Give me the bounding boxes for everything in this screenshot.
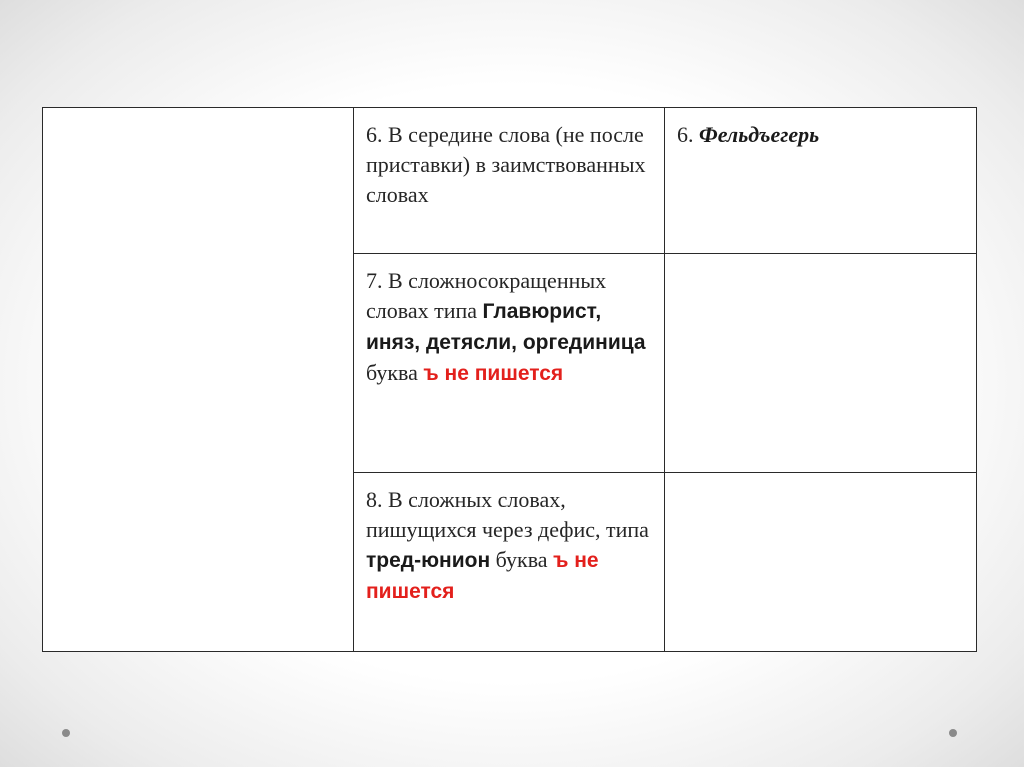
rules-table (42, 107, 977, 652)
example-cell-7 (665, 254, 977, 473)
empty-left-cell (43, 108, 354, 652)
rule-result-8: ъ не пишется (366, 549, 599, 603)
decor-bullet-left (62, 729, 70, 737)
example-cell-6 (665, 108, 977, 254)
decor-bullet-right (949, 729, 957, 737)
table-row (43, 108, 977, 254)
example-word-6: Фельдъегерь (699, 122, 820, 147)
rule-text-7: 7. В сложносокращенных словах типа (366, 268, 607, 323)
rule-cell-6 (354, 108, 665, 254)
rule-result-7: ъ не пишется (423, 362, 564, 385)
rule-middle-8: буква (490, 547, 554, 572)
rule-text-6: 6. В середине слова (не после приставки) в заимствованных словах (366, 122, 646, 207)
rule-examples-8: тред-юнион (366, 549, 491, 572)
rule-cell-8 (354, 473, 665, 652)
rule-examples-7: Главюрист, иняз, детясли, оргединица (366, 300, 646, 354)
example-cell-8 (665, 473, 977, 652)
rule-text-8: 8. В сложных словах, пишущихся через дефис, типа (366, 487, 649, 542)
example-number-6: 6. (677, 122, 699, 147)
rule-middle-7: буква (366, 360, 424, 385)
rule-cell-7 (354, 254, 665, 473)
